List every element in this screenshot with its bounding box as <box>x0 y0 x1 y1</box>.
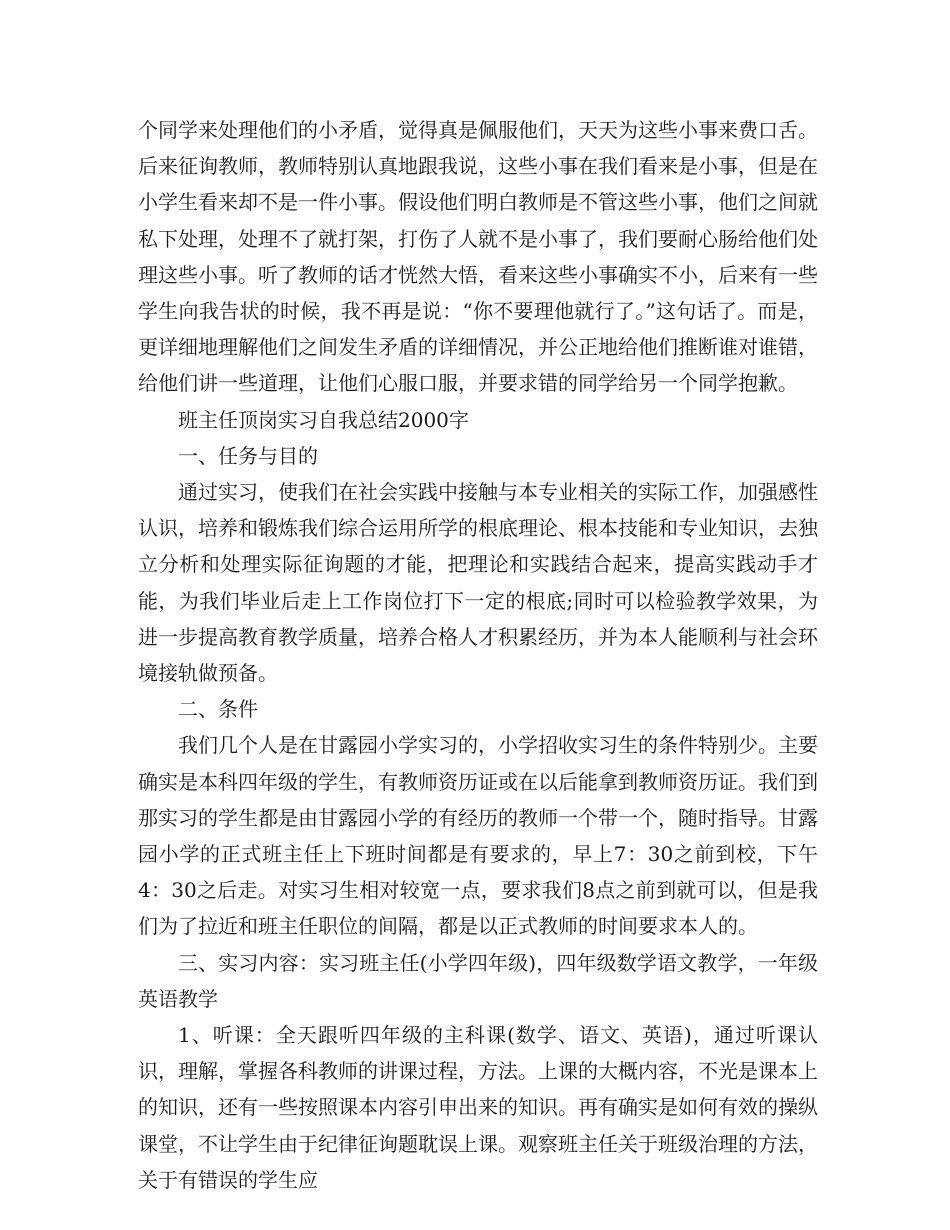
paragraph-lesson-observation: 1、听课：全天跟听四年级的主科课(数学、语文、英语)，通过听课认识，理解，掌握各科教师的讲课过程，方法。上课的大概内容，不光是课本上的知识，还有一些按照课本内容引申出来的知识。再有确实是如何有效的操纵课堂，不让学生由于纪律征询题耽误上课。观察班主任关于班级治理的方法，关于有错误的学生应 <box>138 1023 818 1192</box>
document-body <box>138 112 818 1198</box>
heading-task-and-purpose: 一、任务与目的 <box>178 443 318 468</box>
heading-conditions: 二、条件 <box>178 697 258 722</box>
paragraph-task-and-purpose: 通过实习，使我们在社会实践中接触与本专业相关的实际工作，加强感性认识，培养和锻炼我们综合运用所学的根底理论、根本技能和专业知识，去独立分析和处理实际征询题的才能，把理论和实践结合起来，提高实践动手才能，为我们毕业后走上工作岗位打下一定的根底;同时可以检验教学效果，为进一步提高教育教学质量，培养合格人才积累经历，并为本人能顺利与社会环境接轨做预备。 <box>138 480 818 686</box>
heading-internship-content: 三、实习内容：实习班主任(小学四年级)，四年级数学语文教学，一年级英语教学 <box>138 950 818 1011</box>
paragraph-1: 个同学来处理他们的小矛盾，觉得真是佩服他们，天天为这些小事来费口舌。后来征询教师，教师特别认真地跟我说，这些小事在我们看来是小事，但是在小学生看来却不是一件小事。假设他们明白教师是不管这些小事，他们之间就私下处理，处理不了就打架，打伤了人就不是小事了，我们要耐心肠给他们处理这些小事。听了教师的话才恍然大悟，看来这些小事确实不小，后来有一些学生向我告状的时候，我不再是说：“你不要理他就行了。”这句话了。而是，更详细地理解他们之间发生矛盾的详细情况，并公正地给他们推断谁对谁错，给他们讲一些道理，让他们心服口服，并要求错的同学给另一个同学抱歉。 <box>138 118 818 396</box>
paragraph-conditions: 我们几个人是在甘露园小学实习的，小学招收实习生的条件特别少。主要确实是本科四年级的学生，有教师资历证或在以后能拿到教师资历证。我们到那实习的学生都是由甘露园小学的有经历的教师一个带一个，随时指导。甘露园小学的正式班主任上下班时间都是有要求的，早上7：30之前到校，下午4：30之后走。对实习生相对较宽一点，要求我们8点之前到就可以，但是我们为了拉近和班主任职位的间隔，都是以正式教师的时间要求本人的。 <box>138 733 818 939</box>
section-title: 班主任顶岗实习自我总结2000字 <box>178 407 469 432</box>
